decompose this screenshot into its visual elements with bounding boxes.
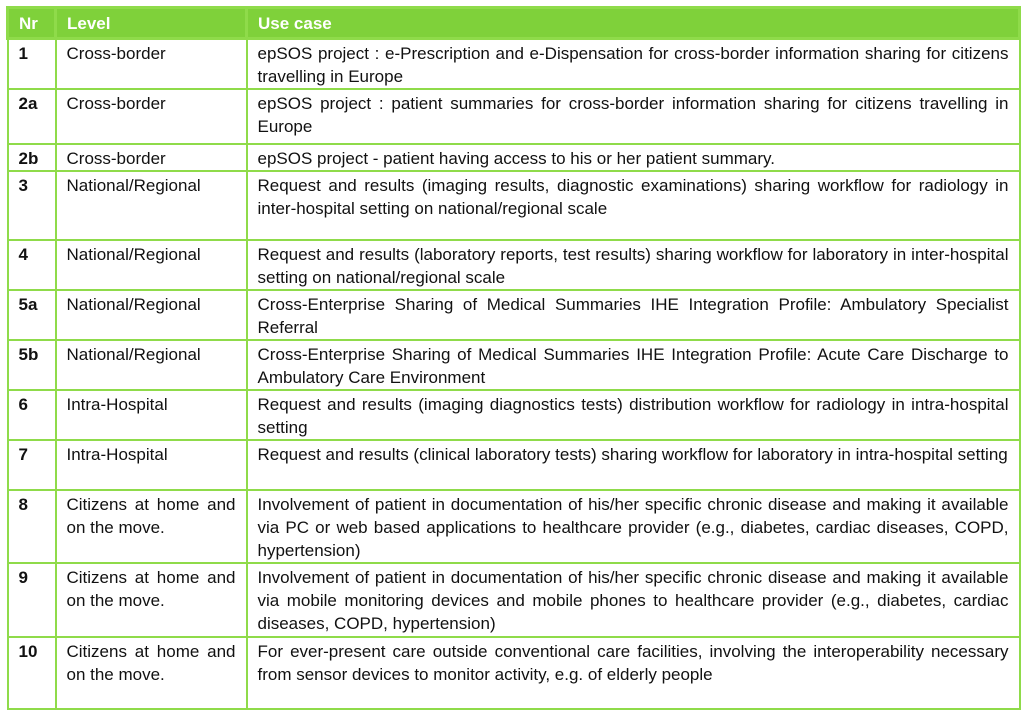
cell-nr: 1 [8,39,56,90]
cell-level: Cross-border [56,144,247,171]
cell-nr: 2b [8,144,56,171]
table-row [8,171,1020,240]
table-row [8,240,1020,290]
table-row [8,89,1020,144]
table-row [8,637,1020,709]
cell-level: Intra-Hospital [56,440,247,490]
cell-use-case: Involvement of patient in documentation of his/her specific chronic disease and making it available via mobile monitoring devices and mobile phones to healthcare provider (e.g., diabetes, cardiac diseases, COPD, hypertension) [247,563,1020,637]
cell-nr: 3 [8,171,56,240]
cell-nr: 10 [8,637,56,709]
table-row [8,290,1020,340]
cell-use-case: Cross-Enterprise Sharing of Medical Summaries IHE Integration Profile: Ambulatory Specialist Referral [247,290,1020,340]
cell-level: National/Regional [56,240,247,290]
cell-level: Citizens at home and on the move. [56,563,247,637]
cell-level: National/Regional [56,171,247,240]
cell-use-case: epSOS project : e-Prescription and e-Dispensation for cross-border information sharing for citizens travelling in Europe [247,39,1020,90]
header-use-case: Use case [247,8,1020,39]
cell-use-case: Involvement of patient in documentation of his/her specific chronic disease and making it available via PC or web based applications to healthcare provider (e.g., diabetes, cardiac diseases, COPD, hypertension) [247,490,1020,563]
cell-level: National/Regional [56,340,247,390]
cell-level: Intra-Hospital [56,390,247,440]
cell-level: Citizens at home and on the move. [56,490,247,563]
cell-use-case: epSOS project - patient having access to his or her patient summary. [247,144,1020,171]
header-level: Level [56,8,247,39]
cell-level: Cross-border [56,89,247,144]
table-row [8,490,1020,563]
table-row [8,440,1020,490]
cell-use-case: For ever-present care outside conventional care facilities, involving the interoperability necessary from sensor devices to monitor activity, e.g. of elderly people [247,637,1020,709]
table-row [8,390,1020,440]
cell-nr: 4 [8,240,56,290]
table-row [8,39,1020,90]
cell-nr: 7 [8,440,56,490]
cell-use-case: Cross-Enterprise Sharing of Medical Summaries IHE Integration Profile: Acute Care Discharge to Ambulatory Care Environment [247,340,1020,390]
cell-use-case: epSOS project : patient summaries for cross-border information sharing for citizens travelling in Europe [247,89,1020,144]
cell-level: National/Regional [56,290,247,340]
header-nr: Nr [8,8,56,39]
cell-nr: 8 [8,490,56,563]
cell-nr: 9 [8,563,56,637]
use-case-table [6,6,1021,710]
cell-use-case: Request and results (clinical laboratory tests) sharing workflow for laboratory in intra-hospital setting [247,440,1020,490]
cell-nr: 5b [8,340,56,390]
cell-level: Cross-border [56,39,247,90]
table-row [8,144,1020,171]
use-case-table-container [6,6,1018,710]
cell-nr: 6 [8,390,56,440]
cell-level: Citizens at home and on the move. [56,637,247,709]
cell-nr: 2a [8,89,56,144]
table-row [8,563,1020,637]
cell-nr: 5a [8,290,56,340]
cell-use-case: Request and results (imaging diagnostics tests) distribution workflow for radiology in intra-hospital setting [247,390,1020,440]
cell-use-case: Request and results (imaging results, diagnostic examinations) sharing workflow for radiology in inter-hospital setting on national/regional scale [247,171,1020,240]
table-row [8,340,1020,390]
table-header-row [8,8,1020,39]
cell-use-case: Request and results (laboratory reports, test results) sharing workflow for laboratory in inter-hospital setting on national/regional scale [247,240,1020,290]
